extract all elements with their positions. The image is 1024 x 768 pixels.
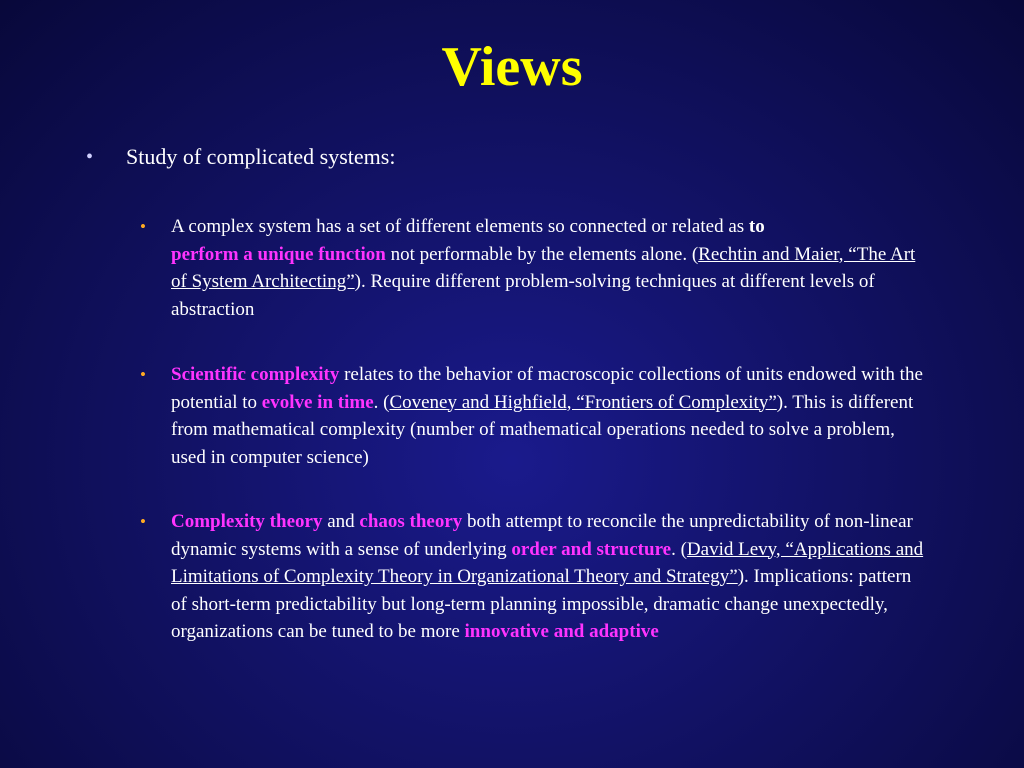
reference-link[interactable]: Rechtin and Maier, “The Art of System Architecting” <box>171 243 916 292</box>
highlight-text: Complexity theory <box>171 511 323 532</box>
highlight-text: chaos theory <box>359 511 463 532</box>
bullet-marker: • <box>86 146 94 168</box>
text-run: not performable by the elements alone. ( <box>385 243 699 265</box>
sub-bullet-scientific-complexity-text <box>171 361 931 471</box>
highlight-text: order and structure <box>511 538 672 560</box>
highlight-text: innovative and adaptive <box>464 621 659 642</box>
text-run: ). This is different from mathematical complexity (number of mathematical operations needed to solve a problem, used in computer science) <box>171 391 914 468</box>
text-run: . ( <box>671 538 687 560</box>
bold-text: to <box>748 216 765 237</box>
sub-bullet-complexity-theory-text <box>171 508 931 646</box>
highlight-text: Scientific complexity <box>171 364 340 385</box>
sub-bullet-marker: • <box>140 365 146 384</box>
text-run: ). Implications: pattern of short-term predictability but long-term planning impossible, dramatic change unexpectedly, organizations can be tuned to be more <box>171 566 912 642</box>
sub-bullet-complex-system-text <box>171 213 931 323</box>
sub-bullet-marker: • <box>140 217 146 236</box>
highlight-text: evolve in time <box>261 391 374 413</box>
text-run: both attempt to reconcile the unpredictability of non-linear dynamic systems with a sense of underlying <box>171 511 913 560</box>
bullet-study-text: Study of complicated systems: <box>126 144 396 169</box>
highlight-text: perform a unique function <box>171 243 386 265</box>
reference-link[interactable]: David Levy, “Applications and Limitations of Complexity Theory in Organizational Theory and Strategy” <box>171 538 924 587</box>
text-run: A complex system has a set of different elements so connected or related as <box>171 216 749 237</box>
text-run: and <box>322 511 360 532</box>
slide-title: Views <box>441 36 583 98</box>
text-run: . ( <box>373 391 390 413</box>
text-run: relates to the behavior of macroscopic collections of units endowed with the potential to <box>171 364 923 413</box>
text-run: ). Require different problem-solving techniques at different levels of abstraction <box>171 271 875 320</box>
sub-bullet-marker: • <box>140 512 146 531</box>
reference-link[interactable]: Coveney and Highfield, “Frontiers of Complexity” <box>389 391 777 413</box>
